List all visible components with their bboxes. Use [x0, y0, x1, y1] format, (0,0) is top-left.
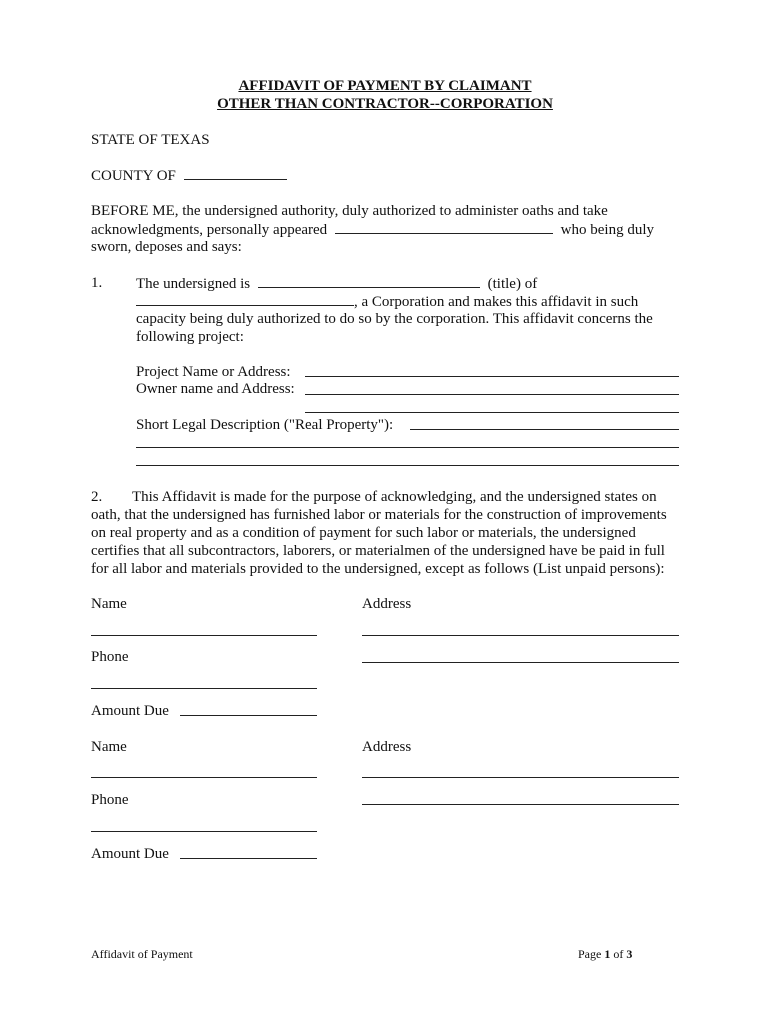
entry-2-address-field-1[interactable] [362, 777, 679, 778]
footer-page-number [578, 945, 632, 963]
entry-2-name-field[interactable] [91, 777, 317, 778]
title-blank[interactable] [258, 274, 480, 288]
footer-document-title: Affidavit of Payment [91, 947, 193, 961]
footer-page-current: 1 [604, 947, 611, 961]
p1-line-1-b: (title) of [487, 276, 538, 292]
entry-2-amount-label: Amount Due [91, 846, 169, 862]
entry-1-address-label: Address [362, 596, 412, 612]
paragraph-2-line-2: oath, that the undersigned has furnished labor or materials for the construction of improvements [91, 507, 667, 523]
legal-field-3[interactable] [136, 465, 679, 466]
owner-field-2[interactable] [305, 412, 679, 413]
appeared-blank[interactable] [335, 220, 553, 234]
project-label: Project Name or Address: [136, 364, 291, 380]
footer-page-word: Page [578, 947, 602, 961]
p1-line-2-text: , a Corporation and makes this affidavit in such [354, 294, 639, 310]
legal-field-2[interactable] [136, 447, 679, 448]
entry-1-phone-label: Phone [91, 649, 129, 665]
entry-1-amount-label: Amount Due [91, 703, 169, 719]
footer-of-word: of [613, 947, 624, 961]
entry-2-phone-field[interactable] [91, 831, 317, 832]
intro-line-3: sworn, deposes and says: [91, 239, 242, 255]
entry-1-address-field-1[interactable] [362, 635, 679, 636]
paragraph-1-number: 1. [91, 275, 103, 291]
paragraph-1-line-2 [136, 292, 638, 311]
owner-label: Owner name and Address: [136, 381, 295, 397]
paragraph-1-line-3: capacity being duly authorized to do so by the corporation. This affidavit concerns the [136, 311, 653, 327]
state-heading: STATE OF TEXAS [91, 132, 210, 148]
entry-1-name-field[interactable] [91, 635, 317, 636]
owner-field-1[interactable] [305, 394, 679, 395]
entry-2-name-label: Name [91, 739, 127, 755]
paragraph-1-line-4: following project: [136, 329, 244, 345]
paragraph-2-line-4: certifies that all subcontractors, laborers, or materialmen of the undersigned have be paid in full [91, 543, 665, 559]
paragraph-1-line-1 [136, 274, 537, 293]
county-label: COUNTY OF [91, 168, 176, 184]
entry-1-amount-field[interactable] [180, 715, 317, 716]
title-line-2: OTHER THAN CONTRACTOR--CORPORATION [217, 96, 553, 112]
paragraph-2-line-1: 2. This Affidavit is made for the purpose of acknowledging, and the undersigned states on [91, 489, 657, 505]
county-line [91, 166, 287, 185]
intro-line-1: BEFORE ME, the undersigned authority, duly authorized to administer oaths and take [91, 203, 608, 219]
p1-line-1-a: The undersigned is [136, 276, 251, 292]
footer-page-total: 3 [626, 947, 633, 961]
entry-2-phone-label: Phone [91, 792, 129, 808]
entry-2-address-label: Address [362, 739, 412, 755]
project-field[interactable] [305, 376, 679, 377]
legal-label: Short Legal Description ("Real Property"): [136, 417, 394, 433]
intro-line-2-a: acknowledgments, personally appeared [91, 222, 328, 238]
entry-1-name-label: Name [91, 596, 127, 612]
legal-field-1[interactable] [410, 429, 679, 430]
corporation-blank[interactable] [136, 292, 354, 306]
county-blank[interactable] [184, 166, 287, 180]
intro-line-2-b: who being duly [560, 222, 654, 238]
intro-line-2 [91, 220, 654, 239]
title-line-1: AFFIDAVIT OF PAYMENT BY CLAIMANT [238, 78, 532, 94]
entry-2-address-field-2[interactable] [362, 804, 679, 805]
paragraph-2-line-3: on real property and as a condition of payment for such labor or materials, the undersigned [91, 525, 636, 541]
entry-2-amount-field[interactable] [180, 858, 317, 859]
entry-1-phone-field[interactable] [91, 688, 317, 689]
paragraph-2-line-5: for all labor and materials provided to the undersigned, except as follows (List unpaid persons): [91, 561, 665, 577]
entry-1-address-field-2[interactable] [362, 662, 679, 663]
